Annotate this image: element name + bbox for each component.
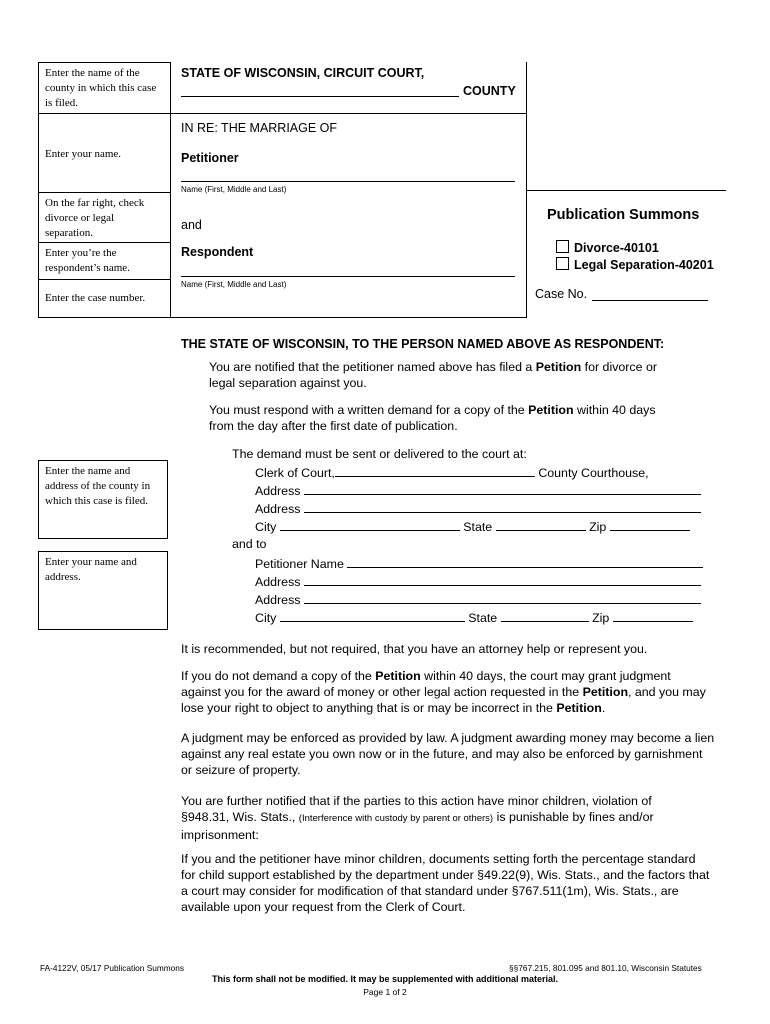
modify-notice: This form shall not be modified. It may be supplemented with additional material. [211, 974, 559, 984]
city-label: City [255, 611, 277, 625]
instruction-text: Enter your name and address. [45, 556, 137, 583]
court-address-row-2 [255, 500, 701, 517]
notice-bold: Petition [535, 360, 582, 374]
clerk-label: Clerk of Court, [255, 466, 335, 480]
further-text-2: is punishable by fines and/or imprisonment: [181, 810, 654, 842]
divorce-checkbox[interactable] [556, 240, 569, 253]
court-address-field-1[interactable] [304, 482, 701, 495]
further-notice-paragraph [181, 793, 691, 843]
option-separation[interactable] [556, 257, 714, 272]
county-field[interactable] [181, 96, 459, 97]
option-divorce[interactable] [556, 240, 659, 255]
petitioner-address-row-2 [255, 591, 701, 608]
state-label: State [463, 520, 493, 534]
state-label: State [468, 611, 498, 625]
notice-text: You are notified that the petitioner named above has filed a [209, 360, 533, 374]
petitioner-name-row [255, 555, 703, 572]
caption-divider [171, 113, 526, 114]
instruction-court-address [38, 460, 168, 539]
notice-paragraph [209, 359, 679, 391]
instruction-your-name [38, 113, 171, 193]
default-judgment-paragraph: If you do not demand a copy of the Petition within 40 days, the court may grant judgment against you for the award of money or other legal action requested in the Petition, and you may lose your right to object to anything that is or may be incorrect in the Petition. [181, 669, 706, 715]
if-not-text-2: within 40 days, the court may grant judgment against you for the award of money or other legal action requested in the [181, 669, 671, 699]
court-title: STATE OF WISCONSIN, CIRCUIT COURT, [181, 66, 425, 80]
instruction-check-type [38, 192, 171, 243]
petitioner-state-field[interactable] [501, 609, 589, 622]
county-label: COUNTY [463, 84, 516, 98]
address-label: Address [255, 484, 301, 498]
zip-label: Zip [589, 520, 607, 534]
court-city-row [255, 518, 690, 535]
court-state-field[interactable] [496, 518, 586, 531]
petitioner-zip-field[interactable] [613, 609, 693, 622]
instruction-petitioner-address [38, 551, 168, 630]
and-to-label: and to [232, 537, 267, 551]
separation-checkbox[interactable] [556, 257, 569, 270]
form-id: FA-4122V, 05/17 Publication Summons [40, 963, 185, 973]
judgment-paragraph: A judgment may be enforced as provided by law. A judgment awarding money may become a lien against any real estate you own now or in the future, and may also be enforced by garnishment or seizure of property. [181, 731, 715, 777]
petitioner-name-label: Petitioner Name [255, 557, 344, 571]
statutes: §§767.215, 801.095 and 801.10, Wisconsin Statutes [509, 963, 702, 973]
notice-text-2: for divorce or legal separation against you. [209, 360, 657, 390]
child-support-paragraph: If you and the petitioner have minor children, documents setting forth the percentage standard for child support established by the department under §49.22(9), Wis. Stats., and the factors that a court may consider for modification of that standard under §767.511(1m), Wis. Stats., are available upon your request from the Clerk of Court. [181, 852, 710, 914]
right-panel-divider [526, 190, 726, 191]
petition-bold-2: Petition [582, 685, 629, 699]
instruction-county [38, 62, 171, 114]
petitioner-city-row [255, 609, 693, 626]
respond-text: You must respond with a written demand for a copy of the [209, 403, 525, 417]
instruction-text: Enter the name of the county in which this case is filed. [45, 67, 157, 109]
caption-bottom-border [171, 317, 527, 318]
respond-paragraph [209, 402, 679, 434]
petitioner-label: Petitioner [181, 151, 239, 165]
form-title: Publication Summons [547, 207, 700, 223]
petitioner-name-input[interactable] [347, 555, 703, 568]
petition-bold-1: Petition [375, 669, 421, 683]
respond-bold: Petition [528, 403, 574, 417]
respondent-name-field[interactable] [181, 276, 515, 277]
if-not-text-3: , and you may lose your right to object to anything that is or may be incorrect in the [181, 685, 706, 715]
petitioner-address-field-2[interactable] [304, 591, 701, 604]
zip-label: Zip [592, 611, 610, 625]
case-no-label: Case No. [535, 287, 588, 301]
address-label: Address [255, 593, 301, 607]
instruction-text: Enter the case number. [45, 292, 146, 304]
case-no-field[interactable] [592, 300, 708, 301]
further-text-1: You are further notified that if the parties to this action have minor children, violation of §948.31, Wis. Stats., [181, 794, 652, 824]
page-number: Page 1 of 2 [363, 987, 407, 997]
option-separation-label: Legal Separation-40201 [574, 258, 714, 272]
instruction-text: On the far right, check divorce or legal separation. [45, 197, 145, 239]
instruction-text: Enter the name and address of the county in which this case is filed. [45, 465, 151, 507]
recommend-paragraph: It is recommended, but not required, that you have an attorney help or represent you. [181, 642, 648, 656]
respondent-label: Respondent [181, 245, 254, 259]
in-re-label: IN RE: THE MARRIAGE OF [181, 121, 338, 135]
instruction-case-number [38, 279, 171, 318]
option-divorce-label: Divorce-40101 [574, 241, 659, 255]
summons-heading: THE STATE OF WISCONSIN, TO THE PERSON NAMED ABOVE AS RESPONDENT: [181, 337, 665, 351]
instruction-text: Enter you’re the respondent’s name. [45, 247, 130, 274]
and-label: and [181, 218, 202, 232]
court-address-row-1 [255, 482, 701, 499]
petition-bold-3: Petition [556, 701, 602, 715]
petitioner-address-row-1 [255, 573, 701, 590]
further-small-text: (Interference with custody by parent or others) [298, 813, 494, 824]
courthouse-label: County Courthouse, [538, 466, 649, 480]
clerk-row [255, 464, 649, 481]
demand-intro: The demand must be sent or delivered to the court at: [232, 447, 527, 461]
address-label: Address [255, 575, 301, 589]
address-label: Address [255, 502, 301, 516]
respondent-name-hint: Name (First, Middle and Last) [181, 280, 287, 289]
petitioner-address-field-1[interactable] [304, 573, 701, 586]
petitioner-name-hint: Name (First, Middle and Last) [181, 185, 287, 194]
respond-text-2: within 40 days from the day after the first date of publication. [209, 403, 656, 433]
court-address-field-2[interactable] [304, 500, 701, 513]
instruction-text: Enter your name. [45, 148, 122, 160]
if-not-text-1: If you do not demand a copy of the [181, 669, 372, 683]
petitioner-city-field[interactable] [280, 609, 465, 622]
court-city-field[interactable] [280, 518, 460, 531]
court-zip-field[interactable] [610, 518, 690, 531]
petitioner-name-field[interactable] [181, 181, 515, 182]
instruction-respondent-name [38, 242, 171, 280]
city-label: City [255, 520, 277, 534]
clerk-county-field[interactable] [335, 464, 535, 477]
